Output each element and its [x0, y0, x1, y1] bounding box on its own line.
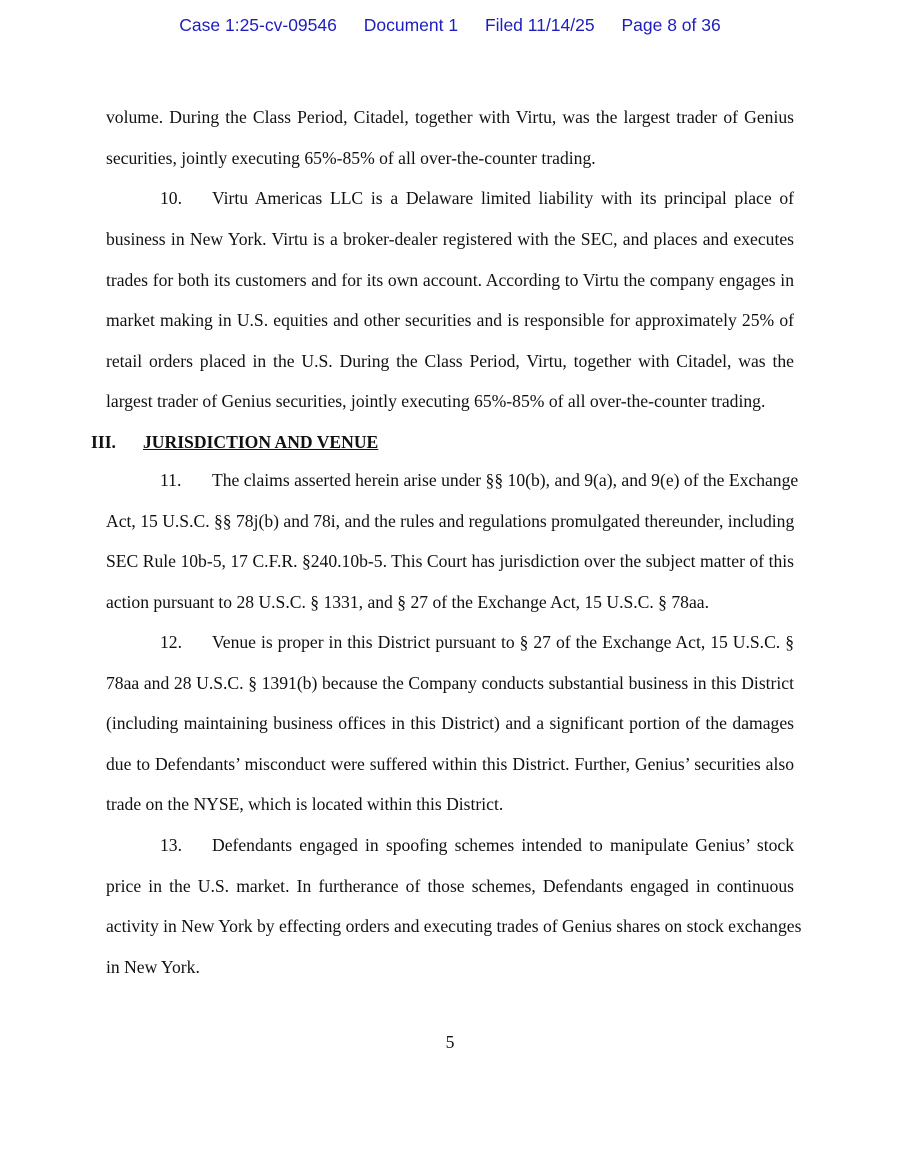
body-line: retail orders placed in the U.S. During the Class Period, Virtu, together with Citadel, was the: [106, 351, 794, 371]
paragraph-first-line: The claims asserted herein arise under §§ 10(b), and 9(a), and 9(e) of the Exchange: [212, 470, 799, 490]
body-line: SEC Rule 10b-5, 17 C.F.R. §240.10b-5. This Court has jurisdiction over the subject matter of this: [106, 551, 794, 571]
ecf-filing-header: [0, 15, 900, 41]
body-line: 78aa and 28 U.S.C. § 1391(b) because the Company conducts substantial business in this District: [106, 673, 794, 693]
body-line: price in the U.S. market. In furtherance of those schemes, Defendants engaged in continuous: [106, 876, 794, 896]
paragraph-first-line: Venue is proper in this District pursuant to § 27 of the Exchange Act, 15 U.S.C. §: [212, 632, 794, 652]
page-indicator: Page 8 of 36: [621, 15, 721, 35]
paragraph-number: 13.: [160, 835, 182, 855]
paragraph-number: 11.: [160, 470, 182, 490]
body-line: Act, 15 U.S.C. §§ 78j(b) and 78i, and the rules and regulations promulgated thereunder, including: [106, 511, 795, 531]
paragraph-first-line: Defendants engaged in spoofing schemes intended to manipulate Genius’ stock: [212, 835, 794, 855]
body-line: activity in New York by effecting orders and executing trades of Genius shares on stock exchanges: [106, 916, 802, 936]
body-line: due to Defendants’ misconduct were suffered within this District. Further, Genius’ securities also: [106, 754, 794, 774]
case-number: Case 1:25-cv-09546: [179, 15, 337, 35]
body-line: largest trader of Genius securities, jointly executing 65%-85% of all over-the-counter trading.: [106, 391, 766, 411]
page-number: 5: [445, 1032, 455, 1052]
body-line: securities, jointly executing 65%-85% of all over-the-counter trading.: [106, 148, 596, 168]
body-line: volume. During the Class Period, Citadel, together with Virtu, was the largest trader of Genius: [106, 107, 794, 127]
paragraph-first-line: Virtu Americas LLC is a Delaware limited liability with its principal place of: [212, 188, 794, 208]
paragraph-number: 10.: [160, 188, 182, 208]
body-line: trade on the NYSE, which is located within this District.: [106, 794, 504, 814]
body-line: business in New York. Virtu is a broker-dealer registered with the SEC, and places and executes: [106, 229, 794, 249]
section-title: JURISDICTION AND VENUE: [143, 432, 379, 452]
paragraph-number: 12.: [160, 632, 182, 652]
section-number: III.: [91, 432, 116, 452]
filed-date: Filed 11/14/25: [484, 15, 595, 35]
body-line: in New York.: [106, 957, 200, 977]
body-line: trades for both its customers and for its own account. According to Virtu the company engages in: [106, 270, 794, 290]
body-line: market making in U.S. equities and other securities and is responsible for approximately 25% of: [106, 310, 794, 330]
body-line: (including maintaining business offices in this District) and a significant portion of the damages: [106, 713, 794, 733]
body-line: action pursuant to 28 U.S.C. § 1331, and § 27 of the Exchange Act, 15 U.S.C. § 78aa.: [106, 592, 709, 612]
document-number: Document 1: [363, 15, 459, 35]
